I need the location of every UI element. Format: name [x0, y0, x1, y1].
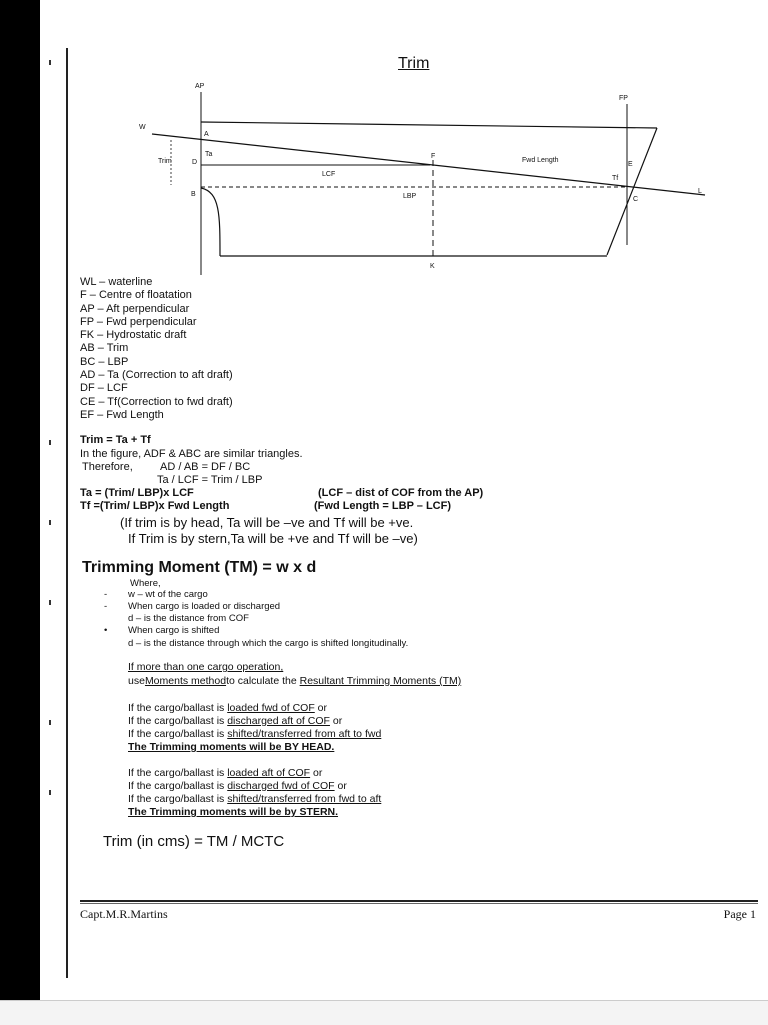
legend-item: CE – Tf(Correction to fwd draft): [80, 395, 233, 408]
legend-item: FP – Fwd perpendicular: [80, 315, 197, 328]
ta-label: Ta: [205, 151, 213, 158]
moments-method-line: useMoments methodto calculate the Resultant Trimming Moments (TM): [128, 675, 462, 687]
page-title: Trim: [398, 55, 430, 72]
where-label: Where,: [130, 578, 161, 589]
footer-rule: [80, 900, 758, 902]
d-from-cof: d – is the distance from COF: [128, 613, 249, 624]
ap-label: AP: [195, 83, 205, 90]
w-definition: w – wt of the cargo: [128, 589, 208, 600]
trim-label: Trim: [158, 158, 172, 165]
legend-item: BC – LBP: [80, 355, 129, 368]
c-label: C: [633, 196, 639, 203]
trimming-moment-heading: Trimming Moment (TM) = w x d: [82, 559, 317, 576]
head-shifted-line: If the cargo/ballast is shifted/transferred from aft to fwd: [128, 728, 382, 740]
bullet: •: [104, 625, 108, 636]
similar-triangles-text: In the figure, ADF & ABC are similar triangles.: [80, 448, 303, 460]
margin-tick: [49, 790, 51, 795]
bullet: -: [104, 601, 108, 612]
legend-list: [80, 276, 233, 422]
fp-label: FP: [619, 95, 628, 102]
ratio-equation-1: AD / AB = DF / BC: [160, 461, 251, 473]
stern-loaded-line: If the cargo/ballast is loaded aft of COF or: [128, 767, 323, 779]
by-stern-conclusion: The Trimming moments will be by STERN.: [128, 806, 339, 818]
head-loaded-line: If the cargo/ballast is loaded fwd of COF or: [128, 702, 328, 714]
footer-page-number: Page 1: [723, 907, 756, 921]
trim-sum-equation: Trim = Ta + Tf: [80, 434, 151, 446]
a-label: A: [204, 131, 209, 138]
fwd-length-label: Fwd Length: [522, 157, 559, 164]
scan-bottom-edge: [0, 1000, 768, 1025]
k-label: K: [430, 263, 435, 270]
legend-item: AD – Ta (Correction to aft draft): [80, 369, 233, 382]
footer-rule-thin: [80, 903, 758, 904]
bullet: -: [104, 589, 108, 600]
trim-cms-formula: Trim (in cms) = TM / MCTC: [103, 833, 285, 850]
legend-item: DF – LCF: [80, 382, 128, 395]
therefore-label: Therefore,: [82, 461, 133, 473]
legend-item: AB – Trim: [80, 342, 129, 355]
lcf-label: LCF: [322, 171, 336, 178]
lbp-label: LBP: [403, 193, 417, 200]
legend-item: FK – Hydrostatic draft: [80, 329, 187, 342]
tf-formula: Tf =(Trim/ LBP)x Fwd Length: [80, 500, 230, 512]
tf-note: (Fwd Length = LBP – LCF): [314, 500, 451, 512]
legend-item: EF – Fwd Length: [80, 408, 164, 421]
margin-tick: [49, 440, 51, 445]
legend-item: AP – Aft perpendicular: [80, 302, 190, 315]
multiple-ops-line: If more than one cargo operation,: [128, 661, 284, 673]
head-discharged-line: If the cargo/ballast is discharged aft of COF or: [128, 715, 343, 727]
head-trim-note: (If trim is by head, Ta will be –ve and Tf will be +ve.: [120, 515, 414, 530]
f-label: F: [431, 153, 436, 160]
by-head-conclusion: The Trimming moments will be BY HEAD.: [128, 741, 335, 753]
footer-author: Capt.M.R.Martins: [80, 907, 168, 921]
trim-diagram: [0, 0, 768, 290]
legend-item: F – Centre of floatation: [80, 289, 192, 302]
loaded-discharged-case: When cargo is loaded or discharged: [128, 601, 281, 612]
shifted-case: When cargo is shifted: [128, 625, 220, 636]
legend-item: WL – waterline: [80, 276, 153, 288]
w-label: W: [139, 124, 146, 131]
ta-note: (LCF – dist of COF from the AP): [318, 487, 484, 499]
ta-formula: Ta = (Trim/ LBP)x LCF: [80, 487, 194, 499]
margin-tick: [49, 720, 51, 725]
b-label: B: [191, 191, 196, 198]
stern-trim-note: If Trim is by stern,Ta will be +ve and Tf will be –ve): [128, 531, 418, 546]
margin-tick: [49, 520, 51, 525]
d-shifted: d – is the distance through which the cargo is shifted longitudinally.: [128, 638, 409, 649]
bow-line: [607, 128, 657, 255]
stern-discharged-line: If the cargo/ballast is discharged fwd of COF or: [128, 780, 347, 792]
stern-shifted-line: If the cargo/ballast is shifted/transferred from fwd to aft: [128, 793, 382, 805]
l-label: L: [698, 188, 702, 195]
deck-line: [201, 122, 657, 128]
ratio-equation-2: Ta / LCF = Trim / LBP: [157, 474, 263, 486]
margin-tick: [49, 600, 51, 605]
tf-label: Tf: [612, 175, 619, 182]
e-label: E: [628, 161, 633, 168]
stern-curve: [201, 188, 220, 256]
d-label: D: [192, 159, 198, 166]
